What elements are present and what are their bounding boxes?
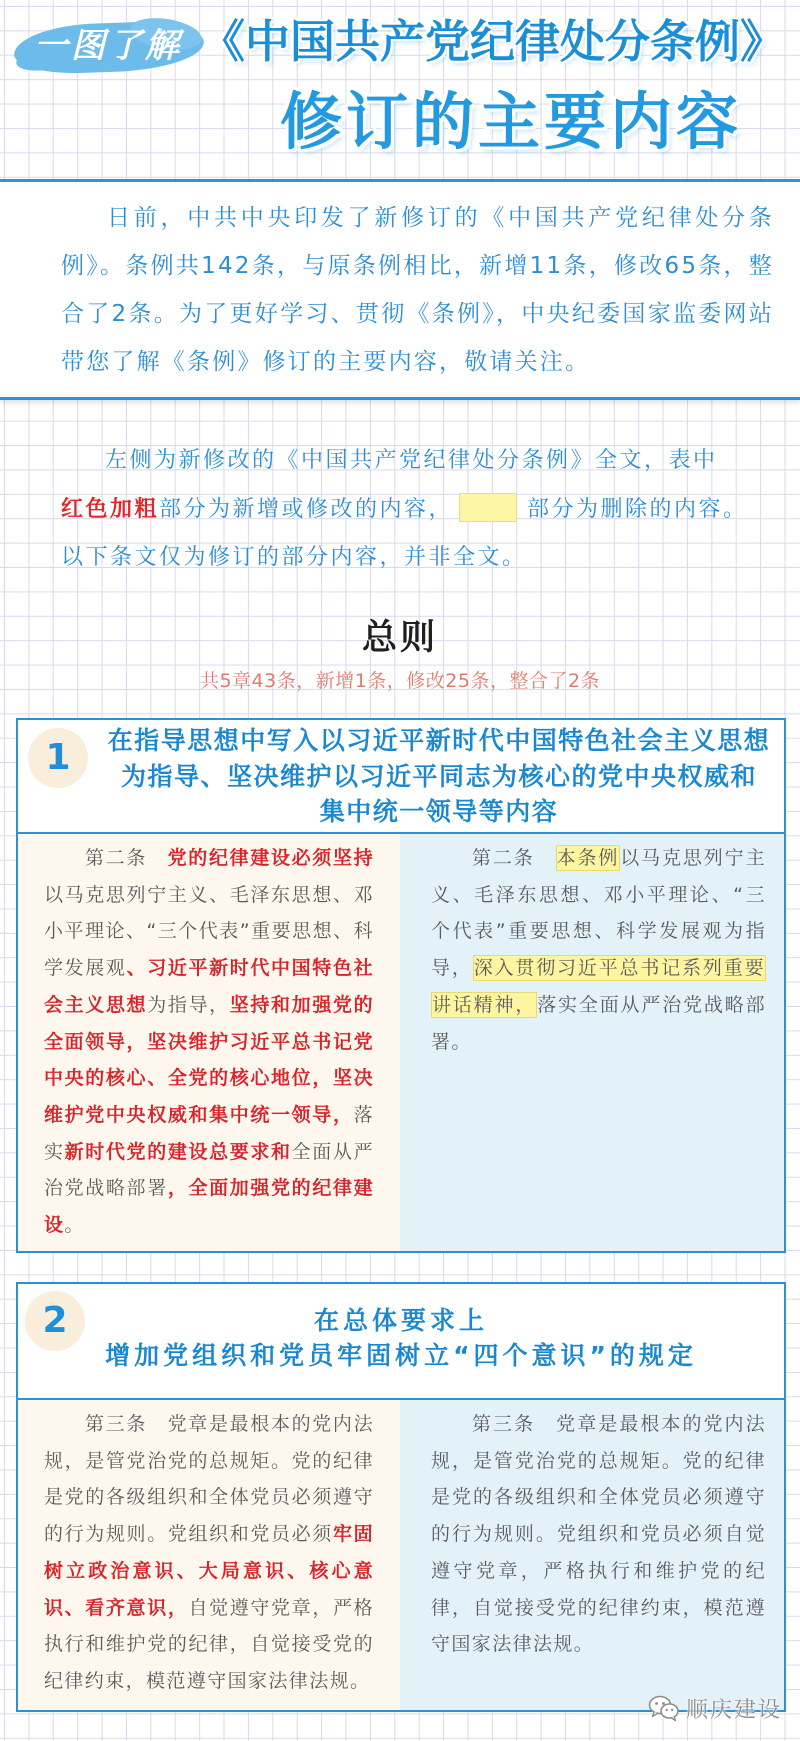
deleted-text-segment: 本条例	[556, 847, 620, 869]
unchanged-text-segment: 以马克思列宁主义、毛泽东思想、邓小平理论、“三个代表”重要思想、科学发展观	[44, 883, 374, 980]
revised-column	[18, 834, 400, 1251]
legend-added-desc: 部分为新增或修改的内容，	[159, 496, 454, 522]
card-header	[18, 720, 784, 834]
unchanged-text-segment: 第三条 党章是最根本的党内法规，是管党治党的总规矩。党的纪律是党的各级组织和全体党员必须遵守的行为规则。党组织和党员必须	[44, 1413, 374, 1546]
card-title-line: 集中统一领导等内容	[319, 797, 559, 826]
card-title	[18, 1284, 784, 1373]
page-subtitle: 修订的主要内容	[280, 85, 743, 158]
unchanged-text-segment: 第二条	[472, 847, 556, 869]
legend-added-label: 红色加粗	[61, 496, 160, 522]
unchanged-text-segment: 第二条	[85, 847, 168, 869]
original-column	[400, 1400, 784, 1710]
deleted-highlight-swatch	[459, 493, 517, 522]
card-title-line: 增加党组织和党员牢固树立“四个意识”的规定	[105, 1341, 697, 1370]
added-text-segment: ，全面加强党的纪律建设	[44, 1177, 374, 1237]
unchanged-text-segment: 为指导，	[147, 993, 230, 1016]
wechat-icon	[648, 1694, 680, 1722]
deleted-text-segment: 深入贯彻习近平总书记系列重要讲话精神，	[432, 957, 765, 1016]
unchanged-text-segment: 落实	[44, 1103, 374, 1163]
card-header	[18, 1284, 784, 1400]
watermark-text: 顺庆建设	[686, 1697, 783, 1723]
intro-paragraph: 日前，中共中央印发了新修订的《中国共产党纪律处分条例》。条例共142条，与原条例相比，新增11条，修改65条，整合了2条。为了更好学习、贯彻《条例》，中央纪委国家监委网站带您了解《条例》修订的主要内容，敬请关注。	[61, 205, 774, 375]
card-comparison	[18, 1400, 784, 1710]
legend-note: 以下条文仅为修订的部分内容，并非全文。	[61, 545, 527, 570]
revision-card	[16, 718, 786, 1253]
added-text-segment: 、习近平新时代中国特色社会主义思想	[44, 957, 374, 1016]
unchanged-text-segment: 自觉遵守党章，严格执行和维护党的纪律，自觉接受党的纪律约束，模范遵守国家法律法规。	[44, 1596, 374, 1692]
added-text-segment: 牢固树立政治意识、大局意识、核心意识、看齐意识，	[44, 1523, 374, 1619]
unchanged-text-segment: 第三条 党章是最根本的党内法规，是管党治党的总规矩。党的纪律是党的各级组织和全体党员必须遵守的行为规则。党组织和党员必须自觉遵守党章，严格执行和维护党的纪律，自觉接受党的纪律约束，模范遵守国家法律法规。	[431, 1413, 766, 1656]
original-column	[400, 834, 784, 1251]
header-badge	[12, 18, 204, 74]
revised-column	[18, 1400, 400, 1710]
intro-box	[0, 179, 800, 400]
source-watermark	[648, 1693, 782, 1723]
legend-deleted-desc: 部分为删除的内容。	[527, 496, 748, 522]
section-summary: 共5章43条，新增1条，修改25条，整合了2条	[199, 670, 601, 692]
section-title: 总则	[361, 618, 438, 658]
card-comparison	[18, 834, 784, 1251]
card-number-badge: 2	[25, 1291, 85, 1351]
card-title-line: 在总体要求上	[313, 1306, 488, 1335]
original-article-text	[431, 840, 766, 1060]
legend-lead: 左侧为新修改的《中国共产党纪律处分条例》全文，表中	[105, 448, 718, 473]
legend-paragraph	[61, 437, 783, 583]
card-title-line: 为指导、坚决维护以习近平同志为核心的党中央权威和	[120, 761, 757, 791]
badge-label: 一图了解	[34, 26, 182, 66]
original-article-text	[431, 1406, 766, 1663]
page-title: 《中国共产党纪律处分条例》	[200, 15, 786, 68]
revision-card	[16, 1282, 786, 1712]
added-text-segment: 新时代党的建设总要求和	[64, 1140, 292, 1163]
unchanged-text-segment: 以马克思列宁主义、毛泽东思想、邓小平理论、“三个代表”重要思想、科学发展观为指导，	[431, 847, 766, 980]
unchanged-text-segment: 。	[64, 1214, 85, 1237]
card-number-badge: 1	[28, 728, 88, 788]
added-text-segment: 党的纪律建设必须坚持	[167, 847, 374, 869]
unchanged-text-segment: 全面从严治党战略部署	[44, 1140, 374, 1200]
revised-article-text	[44, 1406, 374, 1700]
revised-article-text	[44, 840, 374, 1244]
unchanged-text-segment: 落实全面从严治党战略部署。	[431, 993, 766, 1053]
card-title	[94, 720, 784, 830]
card-title-line: 在指导思想中写入以习近平新时代中国特色社会主义思想	[107, 726, 771, 755]
added-text-segment: 坚持和加强党的全面领导，坚决维护习近平总书记党中央的核心、全党的核心地位，坚决维护党中央权威和集中统一领导，	[44, 993, 374, 1126]
